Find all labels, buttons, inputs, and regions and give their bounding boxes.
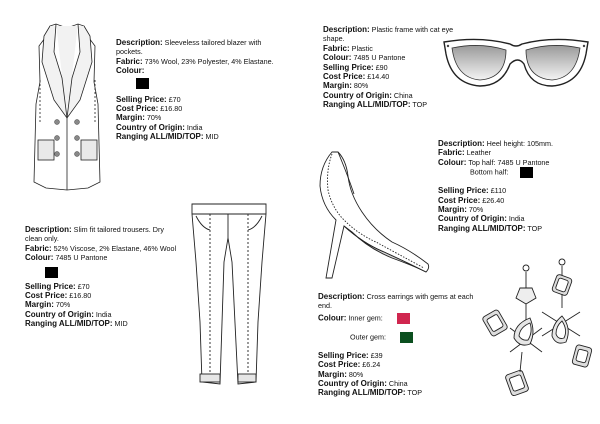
heels-colour-bottom: Bottom half: xyxy=(470,167,509,177)
fabric-label: Fabric: xyxy=(25,243,52,253)
glasses-margin: 80% xyxy=(353,81,369,91)
ranging-label: Ranging ALL/MID/TOP: xyxy=(438,223,526,233)
heel-shoe-sketch xyxy=(314,146,434,282)
earrings-outer-gem-label: Outer gem: xyxy=(350,332,386,342)
earrings-sketch xyxy=(470,252,594,410)
description-label: Description: xyxy=(438,139,485,148)
cost-price-label: Cost Price: xyxy=(318,360,361,370)
fabric-label: Fabric: xyxy=(438,148,465,158)
trousers-spec xyxy=(25,225,183,329)
heels-country: India xyxy=(508,214,525,224)
blazer-colour-swatch xyxy=(136,78,149,89)
blazer-selling-price: £70 xyxy=(168,94,181,104)
earrings-country: China xyxy=(388,379,408,389)
selling-price-label: Selling Price: xyxy=(318,350,369,360)
ranging-label: Ranging ALL/MID/TOP: xyxy=(323,100,411,110)
description-label: Description: xyxy=(318,292,365,301)
heels-colour-top: Top half: 7485 U Pantone xyxy=(468,157,550,167)
inner-gem-swatch xyxy=(397,313,410,324)
cost-price-label: Cost Price: xyxy=(438,195,481,205)
country-label: Country of Origin: xyxy=(438,214,507,224)
ranging-label: Ranging ALL/MID/TOP: xyxy=(318,388,406,398)
glasses-description: Plastic frame with cat eye shape. xyxy=(323,25,454,44)
heels-selling-price: £110 xyxy=(490,186,507,196)
trousers-description: Slim fit tailored trousers. Dry clean only. xyxy=(25,225,164,244)
fabric-label: Fabric: xyxy=(323,43,350,53)
heels-ranging: TOP xyxy=(527,223,543,233)
margin-label: Margin: xyxy=(25,300,54,310)
cost-price-label: Cost Price: xyxy=(25,291,68,301)
glasses-colour: 7485 U Pantone xyxy=(353,53,406,63)
trousers-margin: 70% xyxy=(55,300,71,310)
country-label: Country of Origin: xyxy=(116,122,185,132)
blazer-description: Sleeveless tailored blazer with pockets. xyxy=(116,38,262,57)
blazer-sketch xyxy=(20,22,115,194)
blazer-spec xyxy=(116,38,284,142)
trousers-selling-price: £70 xyxy=(77,281,90,291)
trousers-country: India xyxy=(95,309,112,319)
margin-label: Margin: xyxy=(318,369,347,379)
trousers-fabric: 52% Viscose, 2% Elastane, 46% Wool xyxy=(53,243,177,253)
margin-label: Margin: xyxy=(323,81,352,91)
heels-cost-price: £26.40 xyxy=(482,195,505,205)
selling-price-label: Selling Price: xyxy=(25,281,76,291)
trousers-cost-price: £16.80 xyxy=(69,291,92,301)
colour-label: Colour: xyxy=(438,157,467,167)
country-label: Country of Origin: xyxy=(25,309,94,319)
description-label: Description: xyxy=(116,38,163,47)
colour-label: Colour: xyxy=(25,253,54,263)
earrings-selling-price: £39 xyxy=(370,350,383,360)
heels-colour-swatch xyxy=(520,167,533,178)
heels-spec xyxy=(438,139,596,233)
outer-gem-swatch xyxy=(400,332,413,343)
heels-margin: 70% xyxy=(468,205,484,215)
selling-price-label: Selling Price: xyxy=(116,94,167,104)
blazer-cost-price: £16.80 xyxy=(160,104,183,114)
margin-label: Margin: xyxy=(438,205,467,215)
blazer-margin: 70% xyxy=(146,113,162,123)
glasses-fabric: Plastic xyxy=(351,43,373,53)
ranging-label: Ranging ALL/MID/TOP: xyxy=(116,132,204,142)
blazer-country: India xyxy=(186,122,203,132)
cost-price-label: Cost Price: xyxy=(116,104,159,114)
colour-label: Colour: xyxy=(323,53,352,63)
earrings-ranging: TOP xyxy=(407,388,423,398)
earrings-description: Cross earrings with gems at each end. xyxy=(318,292,474,311)
country-label: Country of Origin: xyxy=(318,379,387,389)
trousers-colour-swatch xyxy=(45,267,58,278)
colour-label: Colour: xyxy=(318,313,347,323)
fabric-label: Fabric: xyxy=(116,56,143,66)
colour-label: Colour: xyxy=(116,66,145,76)
earrings-cost-price: £6.24 xyxy=(362,360,381,370)
selling-price-label: Selling Price: xyxy=(438,186,489,196)
earrings-margin: 80% xyxy=(348,369,364,379)
glasses-selling-price: £90 xyxy=(375,62,388,72)
blazer-ranging: MID xyxy=(205,132,219,142)
glasses-cost-price: £14.40 xyxy=(367,72,390,82)
description-label: Description: xyxy=(25,225,72,234)
selling-price-label: Selling Price: xyxy=(323,62,374,72)
heels-description: Heel height: 105mm. xyxy=(486,139,553,148)
trousers-sketch xyxy=(186,202,272,388)
trousers-ranging: MID xyxy=(114,319,128,329)
trousers-colour: 7485 U Pantone xyxy=(55,253,108,263)
ranging-label: Ranging ALL/MID/TOP: xyxy=(25,319,113,329)
description-label: Description: xyxy=(323,25,370,34)
earrings-inner-gem-label: Inner gem: xyxy=(348,313,383,323)
sunglasses-sketch xyxy=(440,34,592,92)
cost-price-label: Cost Price: xyxy=(323,72,366,82)
margin-label: Margin: xyxy=(116,113,145,123)
heels-fabric: Leather xyxy=(466,148,492,158)
country-label: Country of Origin: xyxy=(323,90,392,100)
earrings-spec xyxy=(318,292,478,398)
glasses-country: China xyxy=(393,90,413,100)
glasses-ranging: TOP xyxy=(412,100,428,110)
blazer-fabric: 73% Wool, 23% Polyester, 4% Elastane. xyxy=(144,56,274,66)
